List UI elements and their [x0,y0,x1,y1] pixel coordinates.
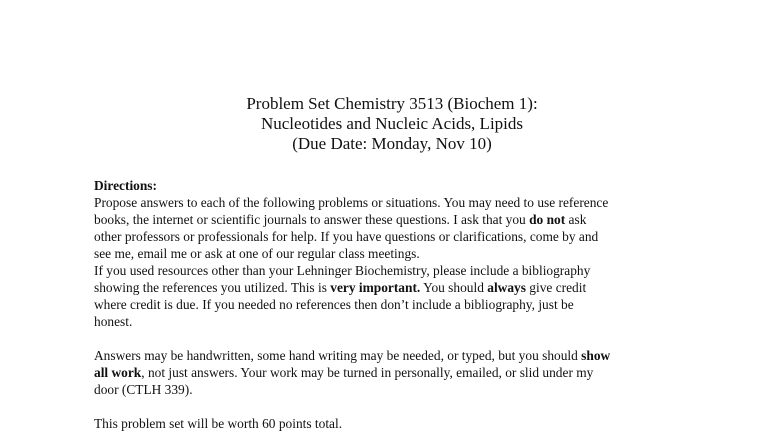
p1-line-4: see me, email me or ask at one of our regular class meetings. [94,246,420,261]
p3-line-3: door (CTLH 339). [94,382,193,397]
p2-line-2-end: give credit [525,280,587,295]
p1-emphasis-do-not: do not [529,212,566,227]
title-line-2: Nucleotides and Nucleic Acids, Lipids [260,114,524,133]
paragraph-spacer [94,330,774,347]
p3-line-1-text: Answers may be handwritten, some hand writing may be needed, or typed, but you should [94,348,582,363]
directions-heading: Directions: [94,178,157,193]
p2-line-1: If you used resources other than your Lehninger Biochemistry, please include a bibliography [94,263,591,278]
p1-line-2 [94,211,774,228]
p1-line-2-end: ask [565,212,587,227]
p1-line-1: Propose answers to each of the following problems or situations. You may need to use reference [94,195,609,210]
p3-emphasis-show: show [581,348,611,363]
p3-line-2-text: , not just answers. Your work may be turned in personally, emailed, or slid under my [141,365,594,380]
p2-line-4: honest. [94,314,133,329]
p3-emphasis-all-work: all work [94,365,142,380]
directions-paragraph-3 [94,347,774,398]
p1-line-2-text: books, the internet or scientific journals to answer these questions. I ask that you [94,212,530,227]
p3-line-1 [94,347,774,364]
p2-emphasis-very-important: very important. [330,280,421,295]
p3-line-2 [94,364,774,381]
p2-line-2-mid: You should [420,280,488,295]
p2-line-2-text: showing the references you utilized. This is [94,280,331,295]
paragraph-spacer-2 [94,398,774,415]
p1-line-3: other professors or professionals for help. If you have questions or clarifications, come by and [94,229,599,244]
p2-line-2 [94,279,774,296]
p4-line-1: This problem set will be worth 60 points total. [94,416,343,431]
directions-paragraph-2 [94,262,774,330]
directions-paragraph-4 [94,415,774,432]
title-line-3: (Due Date: Monday, Nov 10) [292,134,492,153]
p2-line-3: where credit is due. If you needed no references then don’t include a bibliography, just be [94,297,574,312]
directions-section [94,177,774,432]
document-title [0,94,784,154]
p2-emphasis-always: always [487,280,526,295]
directions-paragraph-1 [94,194,774,262]
title-line-1: Problem Set Chemistry 3513 (Biochem 1): [246,94,538,113]
